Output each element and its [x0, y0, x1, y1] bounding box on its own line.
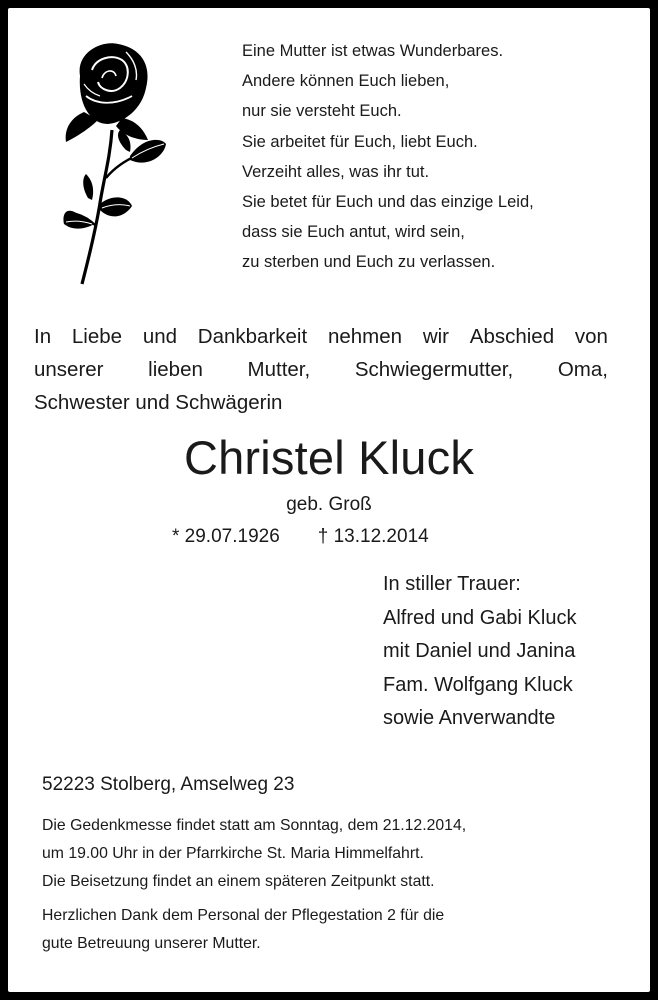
- death-date: † 13.12.2014: [317, 526, 429, 547]
- poem-line: zu sterben und Euch zu verlassen.: [242, 253, 496, 272]
- poem-line: Sie betet für Euch und das einzige Leid,: [242, 193, 534, 212]
- intro-word: Dankbarkeit: [197, 325, 308, 348]
- poem-line: Sie arbeitet für Euch, liebt Euch.: [242, 132, 478, 151]
- poem-line: Andere können Euch lieben,: [242, 72, 450, 91]
- mourner-entry: Alfred und Gabi Kluck: [383, 606, 577, 629]
- intro-line-2: [34, 353, 608, 386]
- family-address: 52223 Stolberg, Amselweg 23: [42, 774, 295, 795]
- mourner-entry: mit Daniel und Janina: [383, 640, 576, 662]
- intro-word: nehmen: [327, 325, 403, 348]
- poem-line: Verzeiht alles, was ihr tut.: [242, 162, 430, 181]
- intro-word: Oma,: [557, 358, 608, 381]
- thanks-line: Herzlichen Dank dem Personal der Pflegestation 2 für die: [42, 907, 445, 924]
- notice-line: Die Gedenkmesse findet statt am Sonntag, dem 21.12.2014,: [42, 817, 467, 834]
- notice-line: um 19.00 Uhr in der Pfarrkirche St. Maria Himmelfahrt.: [42, 845, 424, 862]
- intro-word: wir: [422, 325, 449, 348]
- intro-line-3: Schwester und Schwägerin: [34, 391, 283, 414]
- intro-word: Liebe: [71, 325, 123, 348]
- service-info: [42, 812, 622, 958]
- poem-line: Eine Mutter ist etwas Wunderbares.: [242, 42, 504, 60]
- intro-word: lieben: [148, 358, 203, 381]
- farewell-intro: [34, 320, 608, 419]
- poem-line: nur sie versteht Euch.: [242, 102, 402, 121]
- intro-word: In: [34, 325, 52, 348]
- intro-word: und: [142, 325, 178, 348]
- rose-icon: [60, 38, 170, 288]
- poem: [242, 36, 642, 278]
- intro-word: unserer: [34, 358, 104, 381]
- mourners-list: [383, 568, 576, 736]
- poem-line: dass sie Euch antut, wird sein,: [242, 223, 465, 242]
- deceased-name: Christel Kluck: [183, 431, 475, 484]
- birth-name: geb. Groß: [286, 494, 372, 515]
- mourners-heading: In stiller Trauer:: [383, 573, 521, 595]
- intro-line-1: [34, 320, 608, 353]
- life-dates: [172, 524, 429, 550]
- intro-word: Abschied: [469, 325, 555, 348]
- mourner-entry: sowie Anverwandte: [383, 707, 556, 729]
- intro-word: Schwiegermutter,: [354, 358, 514, 381]
- mourner-entry: Fam. Wolfgang Kluck: [383, 673, 573, 696]
- intro-word: Mutter,: [247, 358, 311, 381]
- intro-word: von: [574, 325, 608, 348]
- notice-line: Die Beisetzung findet an einem späteren Zeitpunkt statt.: [42, 873, 435, 890]
- birth-date: * 29.07.1926: [172, 526, 280, 547]
- thanks-line: gute Betreuung unserer Mutter.: [42, 935, 261, 952]
